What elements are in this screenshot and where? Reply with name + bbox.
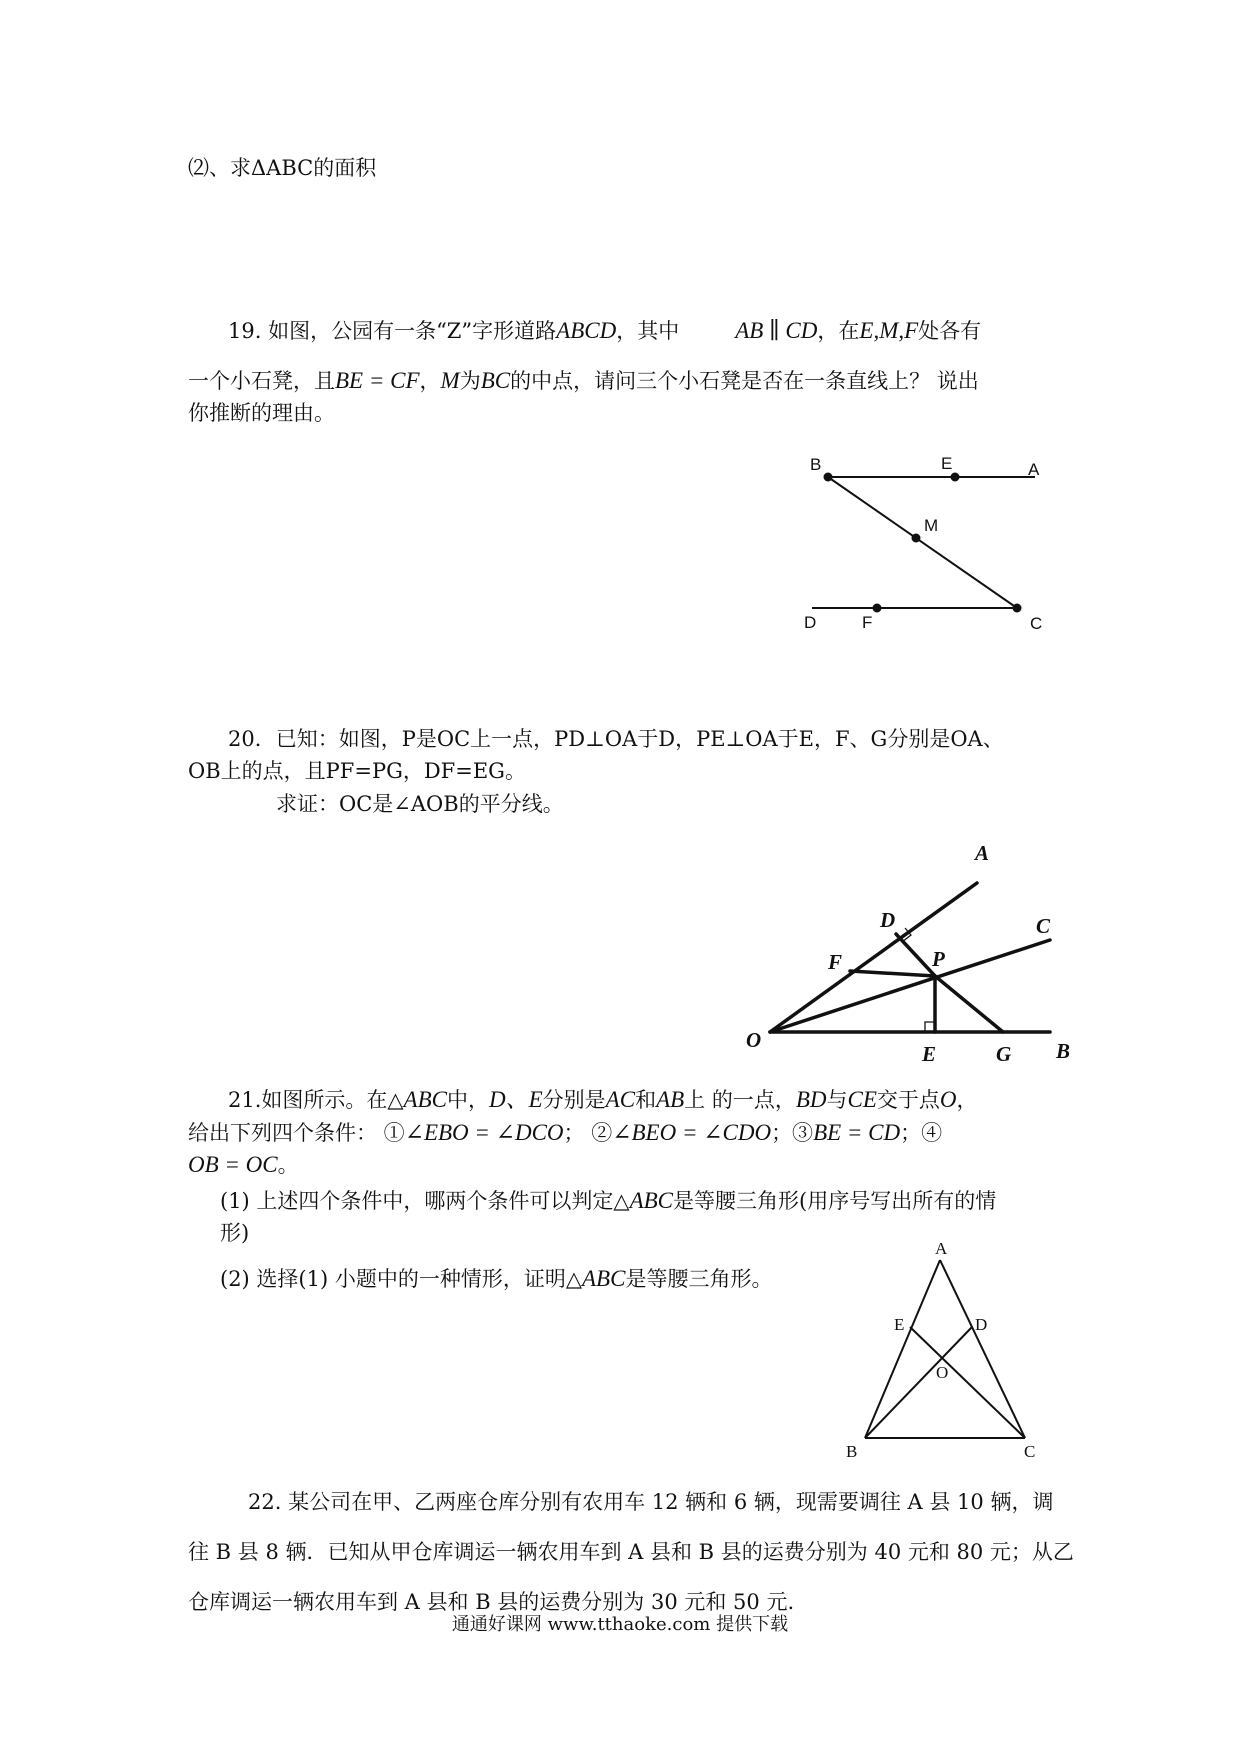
q21-label-a: A <box>935 1239 948 1258</box>
q21-l1-e: 上 的一点， <box>684 1088 796 1112</box>
q21-cond4: OB = OC <box>188 1152 278 1177</box>
q19-line3: 你推断的理由。 <box>188 401 335 425</box>
q19-parallel: AB ∥ CD <box>735 318 818 343</box>
q21-l1-b: 中， <box>447 1088 489 1112</box>
q19-label-c: C <box>1030 614 1043 633</box>
q20-label-c: C <box>1036 914 1051 938</box>
q20-label-d: D <box>880 908 896 932</box>
q21-l1-c: 分别是 <box>542 1088 606 1112</box>
q20-label-f: F <box>828 950 843 974</box>
q19-label-e: E <box>941 454 953 473</box>
q21-l1-d: 和 <box>635 1088 657 1112</box>
q21-p1-abc: ABC <box>629 1188 674 1213</box>
q21-l1-g: 交于点 <box>876 1088 940 1112</box>
q19-m: M <box>440 368 460 393</box>
q19-line2-b: ， <box>419 369 441 393</box>
q21-l2-c: ；③ <box>771 1121 814 1145</box>
q21-l1-ab: AB <box>656 1087 685 1112</box>
q19-eq: BE = CF <box>335 368 420 393</box>
q21-l3-end: 。 <box>277 1153 299 1177</box>
q19-label-a: A <box>1028 460 1040 479</box>
q21-cond3: BE = CD <box>813 1120 901 1145</box>
q19-label-m: M <box>924 516 939 535</box>
q21-p1-b: 是等腰三角形(用序号写出所有的情 <box>673 1189 997 1213</box>
q19-line2-c: 为 <box>459 369 481 393</box>
q20-line3: 求证：OC是∠AOB的平分线。 <box>276 792 564 816</box>
q19-line1-prefix: 19. 如图，公园有一条“Z”字形道路 <box>228 319 557 343</box>
q21-l1-de: D、E <box>489 1087 543 1112</box>
q20-label-o: O <box>746 1028 762 1052</box>
q21-label-d: D <box>975 1315 988 1334</box>
q19-points: E,M,F <box>859 318 919 343</box>
q20-label-a: A <box>975 841 990 865</box>
q20-label-g: G <box>996 1042 1012 1066</box>
q21-l1-a: 21.如图所示。在△ <box>228 1088 404 1112</box>
q21-label-o: O <box>936 1363 949 1382</box>
q21-p2-abc: ABC <box>582 1266 626 1291</box>
q20-line1: 20．已知：如图，P是OC上一点，PD⊥OA于D，PE⊥OA于E，F、G分别是OA、 <box>228 727 1004 751</box>
page-footer: 通通好课网 www.tthaoke.com 提供下载 <box>451 1614 789 1635</box>
q19-bc: BC <box>480 368 511 393</box>
q19-line2-d: 的中点，请问三个小石凳是否在一条直线上？ 说出 <box>510 369 979 393</box>
q21-cond1: ∠EBO = ∠DCO <box>404 1120 564 1145</box>
q22-line1: 22. 某公司在甲、乙两座仓库分别有农用车 12 辆和 6 辆，现需要调往 A 县 10 辆，调 <box>248 1490 1054 1514</box>
q22-line3: 仓库调运一辆农用车到 A 县和 B 县的运费分别为 30 元和 50 元. <box>188 1590 795 1614</box>
q18-part2: ⑵、求ΔABC的面积 <box>188 156 377 180</box>
q19-road: ABCD <box>556 318 617 343</box>
q19-line1-mid: ，其中 <box>616 319 680 343</box>
q21-cond2: ∠BEO = ∠CDO <box>612 1120 772 1145</box>
q20-line2: OB上的点，且PF=PG，DF=EG。 <box>188 759 526 783</box>
q21-p1-a: (1) 上述四个条件中，哪两个条件可以判定△ <box>220 1189 630 1213</box>
q21-l2-d: ；④ <box>900 1121 943 1145</box>
q20-label-e: E <box>922 1042 937 1066</box>
q21-l1-abc: ABC <box>403 1087 447 1112</box>
q21-l1-bd: BD <box>795 1087 827 1112</box>
q21-l2-a: 给出下列四个条件： ① <box>188 1121 405 1145</box>
q21-l1-o: O <box>939 1087 957 1112</box>
q20-label-p: P <box>932 947 945 971</box>
q21-l1-f: 与 <box>826 1088 848 1112</box>
q21-l1-ac: AC <box>605 1087 636 1112</box>
q21-label-c: C <box>1024 1442 1036 1461</box>
q19-label-f: F <box>862 613 873 632</box>
q19-label-b: B <box>810 455 822 474</box>
q19-label-d: D <box>804 613 817 632</box>
q20-label-b: B <box>1056 1039 1071 1063</box>
q21-l1-ce: CE <box>847 1087 877 1112</box>
q21-label-e: E <box>894 1315 905 1334</box>
q19-line1-end: 处各有 <box>918 319 982 343</box>
q21-l2-b: ； ② <box>563 1121 613 1145</box>
q21-label-b: B <box>846 1442 858 1461</box>
q21-p2-a: (2) 选择(1) 小题中的一种情形，证明△ <box>220 1267 582 1291</box>
q21-l1-h: ， <box>956 1088 978 1112</box>
q19-line2-a: 一个小石凳，且 <box>188 369 335 393</box>
q22-line2: 往 B 县 8 辆．已知从甲仓库调运一辆农用车到 A 县和 B 县的运费分别为 40 元和 80 元；从乙 <box>188 1540 1074 1564</box>
q21-part1-cont: 形) <box>220 1221 250 1245</box>
q21-p2-b: 是等腰三角形。 <box>625 1267 773 1291</box>
q19-line1-tail: ，在 <box>817 319 860 343</box>
